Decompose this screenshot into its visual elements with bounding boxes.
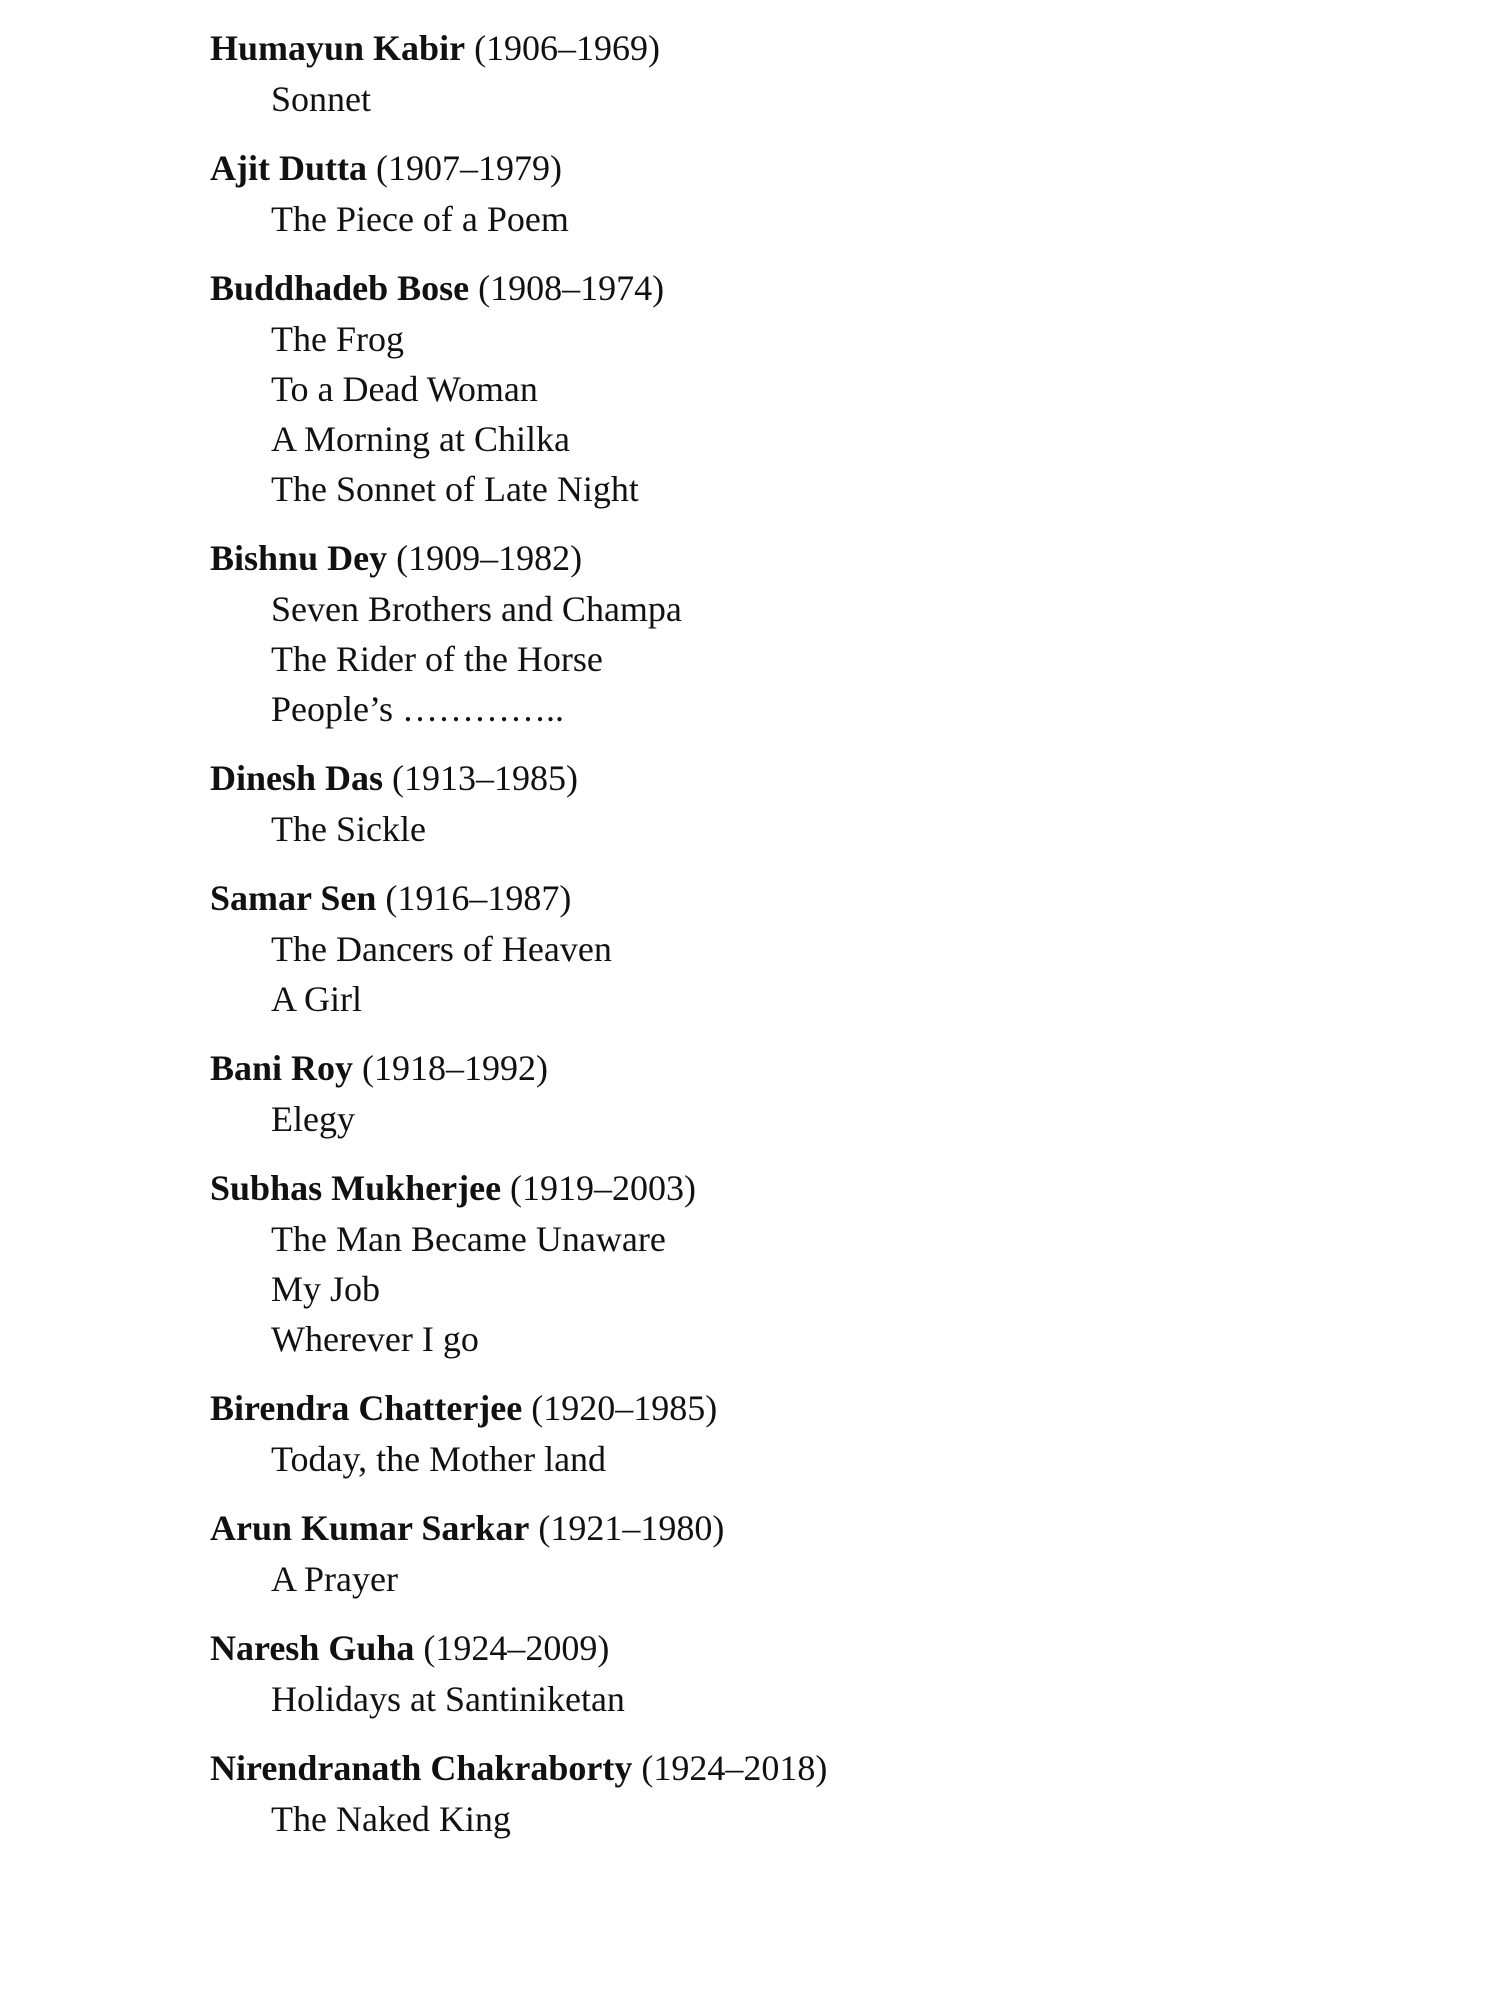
poet-heading: [210, 1162, 1410, 1214]
poem-title: The Sonnet of Late Night: [271, 469, 639, 509]
poet-index-page: [210, 22, 1410, 1862]
poet-entry: [210, 1502, 1410, 1604]
poem-list: [210, 1674, 1410, 1724]
poem-title: My Job: [271, 1269, 381, 1309]
poet-name: Birendra Chatterjee: [210, 1388, 523, 1428]
poet-name: Arun Kumar Sarkar: [210, 1508, 530, 1548]
poet-heading: [210, 752, 1410, 804]
poet-dates: (1909–1982): [396, 538, 583, 578]
poem-title: The Naked King: [271, 1799, 511, 1839]
poet-entry: [210, 22, 1410, 124]
poet-heading: [210, 872, 1410, 924]
poet-name: Dinesh Das: [210, 758, 384, 798]
poem-title: A Prayer: [271, 1559, 398, 1599]
poem-title: People’s …………..: [271, 689, 564, 729]
poet-heading: [210, 1042, 1410, 1094]
poet-dates: (1916–1987): [385, 878, 572, 918]
poet-entry: [210, 532, 1410, 734]
poet-dates: (1921–1980): [538, 1508, 725, 1548]
poet-heading: [210, 532, 1410, 584]
poem-list: [210, 74, 1410, 124]
poet-dates: (1908–1974): [478, 268, 665, 308]
poet-name: Samar Sen: [210, 878, 377, 918]
poem-title: A Girl: [271, 979, 363, 1019]
poet-heading: [210, 1382, 1410, 1434]
poet-dates: (1907–1979): [375, 148, 562, 188]
poet-heading: [210, 22, 1410, 74]
poet-name: Humayun Kabir: [210, 28, 466, 68]
poem-title: Elegy: [271, 1099, 355, 1139]
poet-entry: [210, 1742, 1410, 1844]
poet-entry: [210, 872, 1410, 1024]
poem-list: [210, 1094, 1410, 1144]
poem-title: Today, the Mother land: [271, 1439, 607, 1479]
poem-list: [210, 1554, 1410, 1604]
poet-heading: [210, 1742, 1410, 1794]
poem-title: To a Dead Woman: [271, 369, 538, 409]
poem-title: Sonnet: [271, 79, 372, 119]
poem-list: [210, 1794, 1410, 1844]
poem-title: The Man Became Unaware: [271, 1219, 666, 1259]
poet-name: Ajit Dutta: [210, 148, 367, 188]
poem-title: A Morning at Chilka: [271, 419, 570, 459]
poem-title: Holidays at Santiniketan: [271, 1679, 625, 1719]
poem-title: The Dancers of Heaven: [271, 929, 612, 969]
poem-list: [210, 1214, 1410, 1364]
poem-list: [210, 194, 1410, 244]
poet-name: Naresh Guha: [210, 1628, 415, 1668]
poet-dates: (1924–2018): [641, 1748, 828, 1788]
poem-title: The Rider of the Horse: [271, 639, 603, 679]
poet-entry: [210, 1162, 1410, 1364]
poet-name: Buddhadeb Bose: [210, 268, 470, 308]
poet-name: Subhas Mukherjee: [210, 1168, 502, 1208]
poet-dates: (1920–1985): [531, 1388, 718, 1428]
poet-dates: (1918–1992): [362, 1048, 549, 1088]
poet-entry: [210, 262, 1410, 514]
poet-entry: [210, 1622, 1410, 1724]
poet-name: Nirendranath Chakraborty: [210, 1748, 633, 1788]
poet-entry: [210, 752, 1410, 854]
poem-title: The Frog: [271, 319, 404, 359]
poet-name: Bishnu Dey: [210, 538, 388, 578]
poet-heading: [210, 142, 1410, 194]
poet-entry: [210, 1042, 1410, 1144]
poet-heading: [210, 1622, 1410, 1674]
poem-title: Wherever I go: [271, 1319, 479, 1359]
poem-list: [210, 314, 1410, 514]
poem-list: [210, 804, 1410, 854]
poet-heading: [210, 262, 1410, 314]
poem-title: The Piece of a Poem: [271, 199, 569, 239]
poet-dates: (1924–2009): [423, 1628, 610, 1668]
poem-list: [210, 1434, 1410, 1484]
poet-dates: (1913–1985): [392, 758, 579, 798]
poem-title: Seven Brothers and Champa: [271, 589, 682, 629]
poet-name: Bani Roy: [210, 1048, 354, 1088]
poet-dates: (1906–1969): [474, 28, 661, 68]
poem-title: The Sickle: [271, 809, 426, 849]
poet-entry: [210, 1382, 1410, 1484]
poet-heading: [210, 1502, 1410, 1554]
poem-list: [210, 924, 1410, 1024]
poet-entry: [210, 142, 1410, 244]
poet-dates: (1919–2003): [510, 1168, 697, 1208]
poem-list: [210, 584, 1410, 734]
